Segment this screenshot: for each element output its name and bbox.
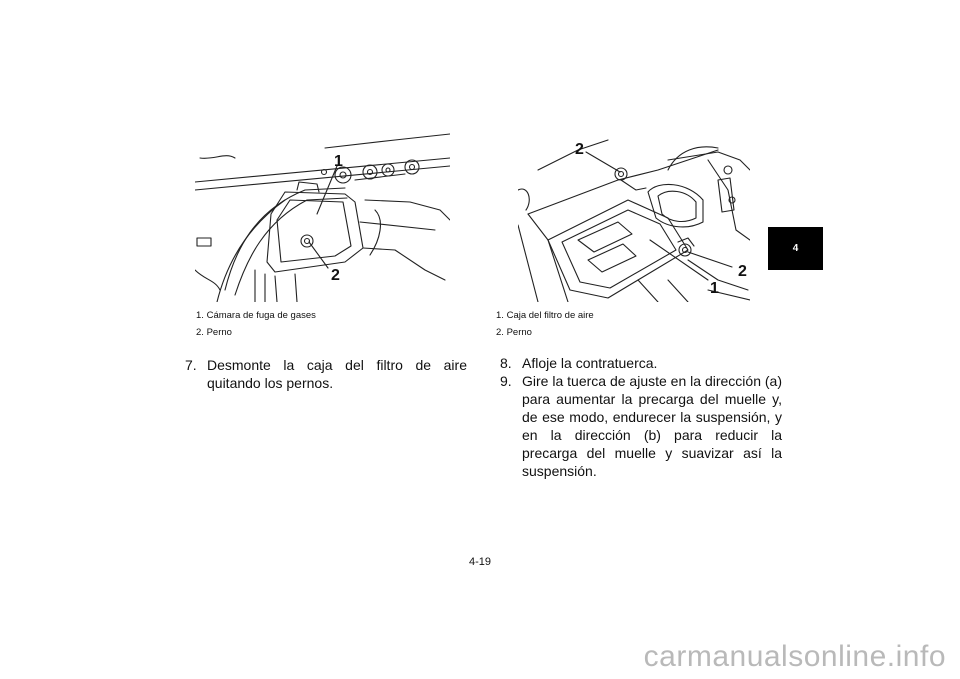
caption-number: 2. bbox=[196, 327, 204, 338]
step-9 bbox=[500, 372, 782, 480]
caption-number: 1. bbox=[196, 310, 204, 321]
caption-item bbox=[496, 324, 594, 341]
step-text: Desmonte la caja del filtro de aire quitando los pernos. bbox=[207, 357, 467, 391]
caption-item bbox=[196, 324, 316, 341]
caption-item bbox=[496, 307, 594, 324]
right-callout-2-bottom: 2 bbox=[738, 263, 747, 280]
right-callout-1: 1 bbox=[710, 280, 719, 297]
watermark: carmanualsonline.info bbox=[643, 640, 946, 673]
caption-number: 1. bbox=[496, 310, 504, 321]
step-text: Afloje la contratuerca. bbox=[522, 355, 658, 371]
step-7 bbox=[185, 356, 467, 392]
breather-chamber-illustration bbox=[195, 130, 450, 302]
left-callout-1: 1 bbox=[334, 153, 343, 170]
figure-right-air-filter-case bbox=[518, 130, 750, 302]
caption-text: Perno bbox=[206, 327, 232, 338]
figure-left-breather-chamber bbox=[195, 130, 450, 302]
step-number: 9. bbox=[500, 373, 512, 389]
figure-left-captions bbox=[196, 307, 316, 341]
caption-text: Perno bbox=[506, 327, 532, 338]
step-number: 8. bbox=[500, 355, 512, 371]
step-8 bbox=[500, 354, 782, 372]
chapter-tab: 4 bbox=[768, 227, 823, 270]
caption-item bbox=[196, 307, 316, 324]
figure-right-captions bbox=[496, 307, 594, 341]
step-text: Gire la tuerca de ajuste en la dirección (a) para aumentar la precarga del muelle y, de ese modo, endurecer la suspensión, y en la dirección (b) para reducir la precarga del muelle y suavizar así la suspensión. bbox=[522, 373, 782, 479]
caption-number: 2. bbox=[496, 327, 504, 338]
right-callout-2-top: 2 bbox=[575, 141, 584, 158]
left-callout-2: 2 bbox=[331, 267, 340, 284]
caption-text: Caja del filtro de aire bbox=[506, 310, 594, 321]
caption-text: Cámara de fuga de gases bbox=[206, 310, 316, 321]
step-number: 7. bbox=[185, 357, 197, 373]
air-filter-case-illustration bbox=[518, 130, 750, 302]
page-number: 4-19 bbox=[468, 556, 492, 568]
